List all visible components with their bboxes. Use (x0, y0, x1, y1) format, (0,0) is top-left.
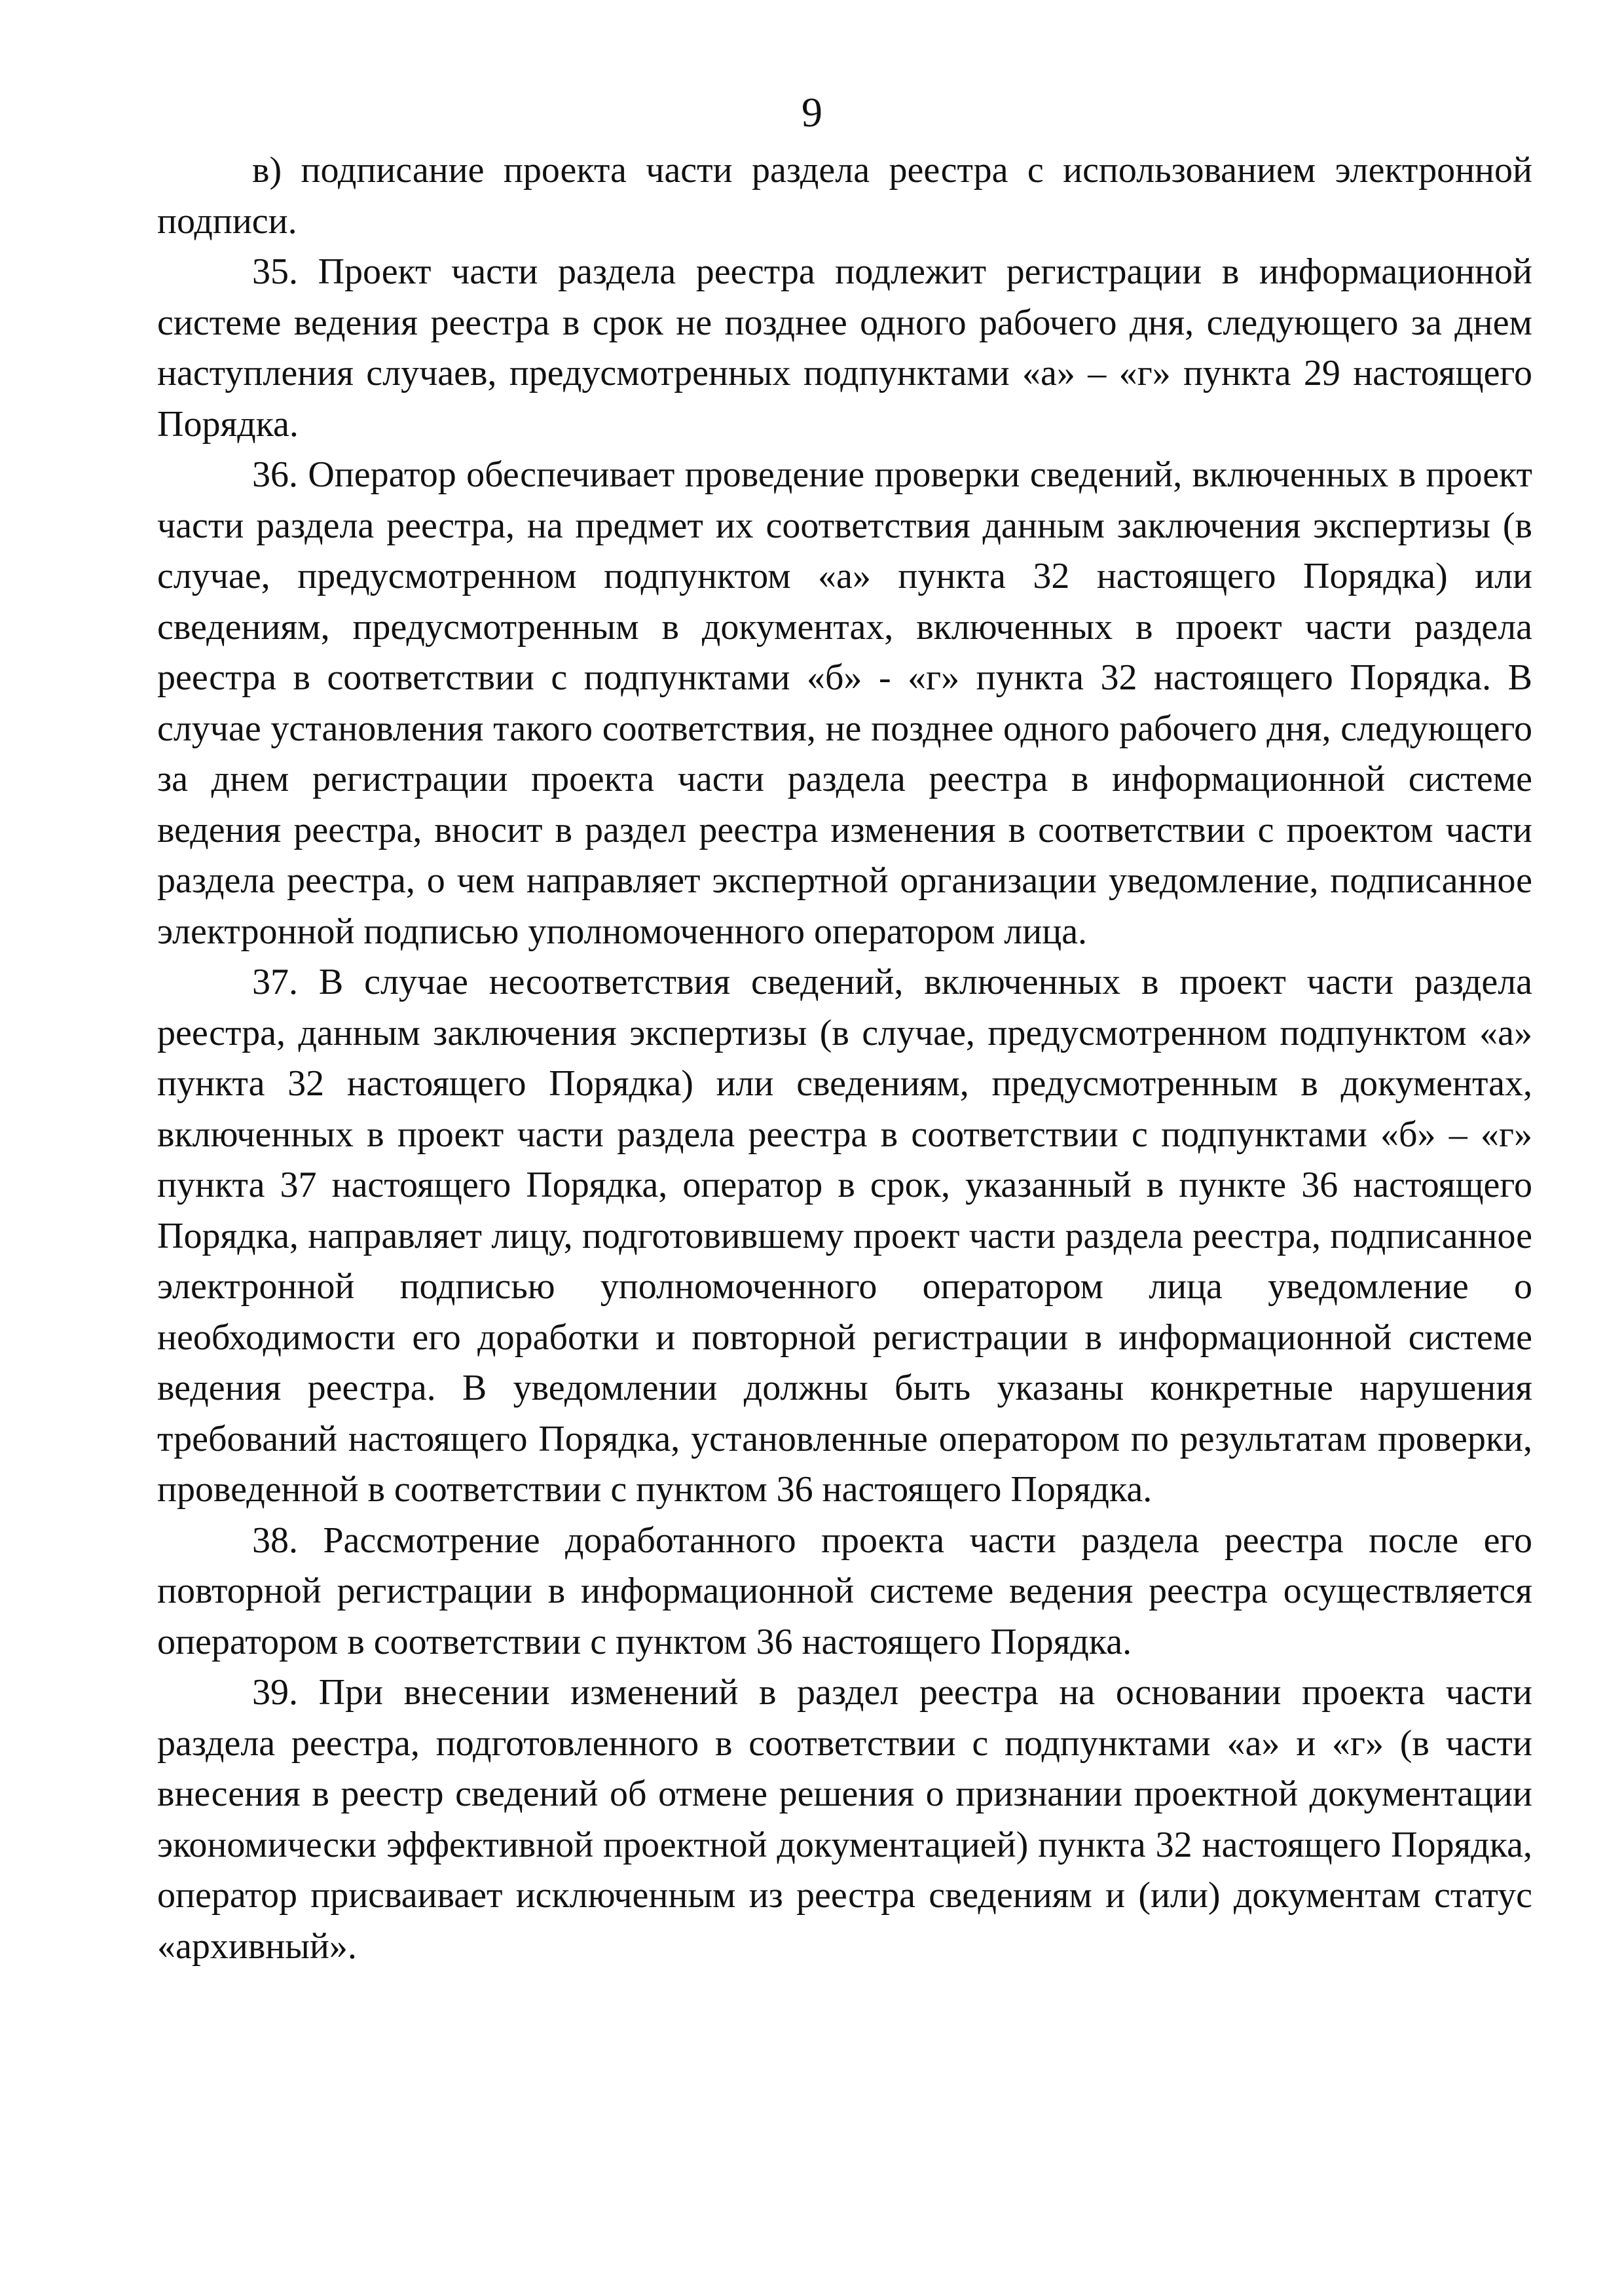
paragraph-37: 37. В случае несоответствия сведений, включенных в проект части раздела реестра, данным заключения экспертизы (в случае, предусмотренном подпунктом «а» пункта 32 настоящего Порядка) или сведениям, предусмотренным в документах, включенных в проект части раздела реестра в соответствии с подпунктами «б» – «г» пункта 37 настоящего Порядка, оператор в срок, указанный в пункте 36 настоящего Порядка, направляет лицу, подготовившему проект части раздела реестра, подписанное электронной подписью уполномоченного оператором лица уведомление о необходимости его доработки и повторной регистрации в информационной системе ведения реестра. В уведомлении должны быть указаны конкретные нарушения требований настоящего Порядка, установленные оператором по результатам проверки, проведенной в соответствии с пунктом 36 настоящего Порядка. (157, 962, 1532, 1510)
paragraph-item-v: в) подписание проекта части раздела реестра с использованием электронной подписи. (157, 150, 1532, 242)
paragraph-39: 39. При внесении изменений в раздел реестра на основании проекта части раздела реестра, подготовленного в соответствии с подпунктами «а» и «г» (в части внесения в реестр сведений об отмене решения о признании проектной документации экономически эффективной проектной документацией) пункта 32 настоящего Порядка, оператор присваивает исключенным из реестра сведениям и (или) документам статус «архивный». (157, 1672, 1532, 1967)
document-body (157, 145, 1532, 1972)
page-number: 9 (802, 89, 822, 136)
paragraph-35: 35. Проект части раздела реестра подлежит регистрации в информационной системе ведения реестра в срок не позднее одного рабочего дня, следующего за днем наступления случаев, предусмотренных подпунктами «а» – «г» пункта 29 настоящего Порядка. (157, 251, 1532, 445)
paragraph-38: 38. Рассмотрение доработанного проекта части раздела реестра после его повторной регистрации в информационной системе ведения реестра осуществляется оператором в соответствии с пунктом 36 настоящего Порядка. (157, 1520, 1532, 1662)
paragraph-36: 36. Оператор обеспечивает проведение проверки сведений, включенных в проект части раздела реестра, на предмет их соответствия данным заключения экспертизы (в случае, предусмотренном подпунктом «а» пункта 32 настоящего Порядка) или сведениям, предусмотренным в документах, включенных в проект части раздела реестра в соответствии с подпунктами «б» - «г» пункта 32 настоящего Порядка. В случае установления такого соответствия, не позднее одного рабочего дня, следующего за днем регистрации проекта части раздела реестра в информационной системе ведения реестра, вносит в раздел реестра изменения в соответствии с проектом части раздела реестра, о чем направляет экспертной организации уведомление, подписанное электронной подписью уполномоченного оператором лица. (157, 454, 1532, 952)
